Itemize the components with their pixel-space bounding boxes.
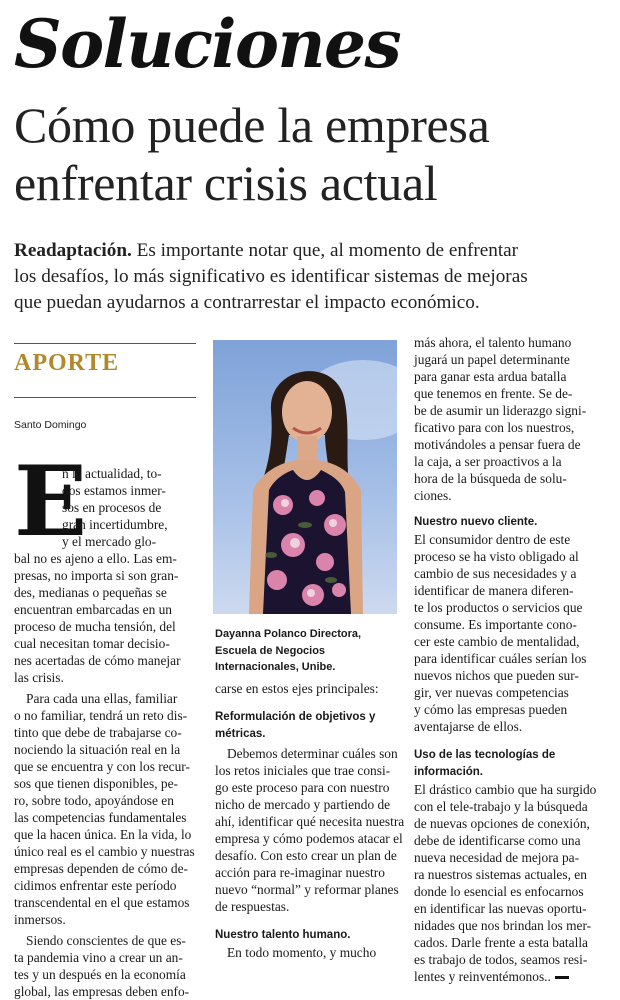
text-line: empresa y cómo podemos atacar el	[215, 831, 403, 846]
text-line: motivándoles a pensar fuera de	[414, 437, 581, 452]
text-line: des, medianas o pequeñas se	[14, 585, 167, 600]
col3-paragraph	[414, 334, 610, 504]
lead-line: los desafíos, lo más significativo es identificar sistemas de mejoras	[14, 266, 528, 287]
text-line: identificar de manera diferen-	[414, 583, 574, 598]
text-line: cidimos enfrentar este período	[14, 878, 177, 893]
text-line: y cómo las empresas pueden	[414, 702, 568, 717]
headline-line: enfrentar crisis actual	[14, 155, 438, 211]
text-line: empresas dependen de cómo de-	[14, 861, 189, 876]
text-line: tinto que debe de trabajarse co-	[14, 725, 182, 740]
text-line: nuevo “normal” y reformar planes	[215, 882, 399, 897]
drop-cap: E	[14, 445, 88, 558]
col1-paragraph	[14, 932, 198, 1000]
text-line: es trabajo de todos, seamos resi-	[414, 952, 588, 967]
text-line: gir, ver nuevas competencias	[414, 685, 569, 700]
text-line: que la hacen única. En la vida, lo	[14, 827, 192, 842]
text-line: Uso de las tecnologías de	[414, 749, 556, 761]
text-line: más ahora, el talento humano	[414, 335, 572, 350]
col3-paragraph	[414, 781, 610, 985]
lead-kicker: Readaptación.	[14, 240, 132, 261]
portrait-illustration	[213, 340, 397, 614]
headline	[14, 96, 614, 212]
text-line: ficativo para con los nuestros,	[414, 420, 575, 435]
text-line: de respuestas.	[215, 899, 290, 914]
text-line: nueva necesidad de mejora pa-	[414, 850, 580, 865]
text-line: te los productos o servicios que	[414, 600, 583, 615]
text-line: único real es el cambio y nuestras	[14, 844, 195, 859]
col3-body	[414, 334, 610, 985]
text-line: presas, no importa si son gran-	[14, 568, 179, 583]
text-line: inmersos.	[14, 912, 66, 927]
subheading	[414, 747, 610, 781]
text-line: cambio de sus necesidades y a	[414, 566, 577, 581]
text-line: que tenemos en frente. Se de-	[414, 386, 573, 401]
text-line: cer este cambio de mentalidad,	[414, 634, 580, 649]
text-line: ahí, identificar qué necesita nuestra	[215, 814, 405, 829]
caption-line: Internacionales, Unibe.	[215, 661, 336, 673]
col1-body	[14, 550, 198, 1000]
text-line: ciones.	[414, 488, 452, 503]
text-line: global, las empresas deben enfo-	[14, 984, 190, 999]
text-line: transcendental en el que estamos	[14, 895, 190, 910]
text-line: Para cada una ellas, familiar	[26, 691, 178, 706]
text-line: tes y un después en la economía	[14, 967, 186, 982]
lead-paragraph	[14, 238, 612, 316]
text-line: para ganar esta ardua batalla	[414, 369, 567, 384]
text-line: jugará un papel determinante	[414, 352, 570, 367]
caption-line: Escuela de Negocios	[215, 644, 326, 657]
col1-paragraph	[14, 550, 198, 686]
text-line: nes acertadas de cómo manejar	[14, 653, 181, 668]
column-label-top-rule	[14, 343, 196, 344]
column-label-bottom-rule	[14, 397, 196, 398]
text-line: lentes y reinventémonos..	[414, 968, 610, 985]
text-line: ra nuestros sistemas actuales, en	[414, 867, 587, 882]
text-line: con el tele-trabajo y la búsqueda	[414, 799, 588, 814]
text-line: hora de la búsqueda de solu-	[414, 471, 567, 486]
text-line: proceso se ha visto obligado al	[414, 549, 579, 564]
col2-intro: carse en estos ejes principales:	[215, 681, 379, 696]
text-line: cados. Darle frente a esta batalla	[414, 935, 588, 950]
text-line: ro, sobre todo, apoyándose en	[14, 793, 174, 808]
col2-paragraph	[215, 745, 405, 915]
text-line: be de asumir un liderazgo signi-	[414, 403, 587, 418]
text-line: la caja, a ser proactivos a la	[414, 454, 562, 469]
text-line: ta pandemia vino a crear un an-	[14, 950, 183, 965]
col2-paragraph	[215, 944, 400, 961]
text-line: encuentran embarcadas en un	[14, 602, 173, 617]
col1-paragraph	[14, 690, 198, 928]
subheading: Nuestro nuevo cliente.	[414, 516, 538, 528]
text-line: para identificar cuáles serían los	[414, 651, 587, 666]
text-line: las crisis.	[14, 670, 64, 685]
text-line: consume. Es importante cono-	[414, 617, 577, 632]
text-line: en identificar las nuevas oportu-	[414, 901, 587, 916]
photo-caption	[215, 626, 397, 676]
lead-line: que puedan ayudarnos a contrarrestar el impacto económico.	[14, 292, 480, 313]
subheading: Nuestro talento humano.	[215, 929, 351, 941]
text-line: n la actualidad, to-	[62, 466, 162, 481]
text-line: Siendo conscientes de que es-	[26, 933, 186, 948]
text-line: aventajarse de ellos.	[414, 719, 523, 734]
text-line: información.	[414, 766, 484, 778]
text-line: debe de identificarse como una	[414, 833, 581, 848]
text-line: los retos iniciales que trae consi-	[215, 763, 391, 778]
subheading	[215, 709, 400, 743]
text-line: sos que tienen disponibles, pe-	[14, 776, 179, 791]
headline-line: Cómo puede la empresa	[14, 97, 490, 153]
text-line: nicho de mercado y partiendo de	[215, 797, 391, 812]
text-line: En todo momento, y mucho	[227, 945, 377, 960]
portrait-photo	[213, 340, 397, 614]
text-line: El consumidor dentro de este	[414, 532, 571, 547]
text-line: las competencias fundamentales	[14, 810, 187, 825]
col3-paragraph	[414, 531, 610, 735]
text-line: sos en procesos de	[62, 500, 162, 515]
byline: Santo Domingo	[14, 419, 87, 431]
text-line: y el mercado glo-	[62, 534, 157, 549]
text-line: nuevos nichos que pueden sur-	[414, 668, 579, 683]
lead-line: Readaptación. Es importante notar que, al momento de enfrentar	[14, 240, 519, 261]
text-line: nociendo la situación real en la	[14, 742, 181, 757]
text-line: cual necesitan tomar decisio-	[14, 636, 170, 651]
text-line: métricas.	[215, 728, 266, 740]
text-line: acción para re-imaginar nuestro	[215, 865, 385, 880]
text-line: dos estamos inmer-	[62, 483, 166, 498]
column-label: APORTE	[14, 350, 120, 376]
text-line: go este proceso para con nuestro	[215, 780, 390, 795]
text-line: Reformulación de objetivos y	[215, 711, 376, 723]
text-line: de nuevas opciones de conexión,	[414, 816, 590, 831]
caption-line: Dayanna Polanco Directora,	[215, 628, 362, 640]
text-line: que se encuentra y con los recur-	[14, 759, 190, 774]
text-line: bal no es ajeno a ello. Las em-	[14, 551, 177, 566]
text-line: nidades que nos brindan los mer-	[414, 918, 592, 933]
text-line: proceso de mucha tensión, del	[14, 619, 176, 634]
text-line: gran incertidumbre,	[62, 517, 168, 532]
text-line: donde lo esencial es enfocarnos	[414, 884, 584, 899]
section-title: Soluciones	[14, 5, 401, 83]
col2-body	[215, 680, 405, 961]
text-line: El drástico cambio que ha surgido	[414, 782, 597, 797]
text-line: desafío. Con esto crear un plan de	[215, 848, 397, 863]
text-line: Debemos determinar cuáles son	[227, 746, 398, 761]
col1-dropcap-lines	[62, 465, 196, 550]
text-line: o no familiar, tendrá un reto dis-	[14, 708, 188, 723]
